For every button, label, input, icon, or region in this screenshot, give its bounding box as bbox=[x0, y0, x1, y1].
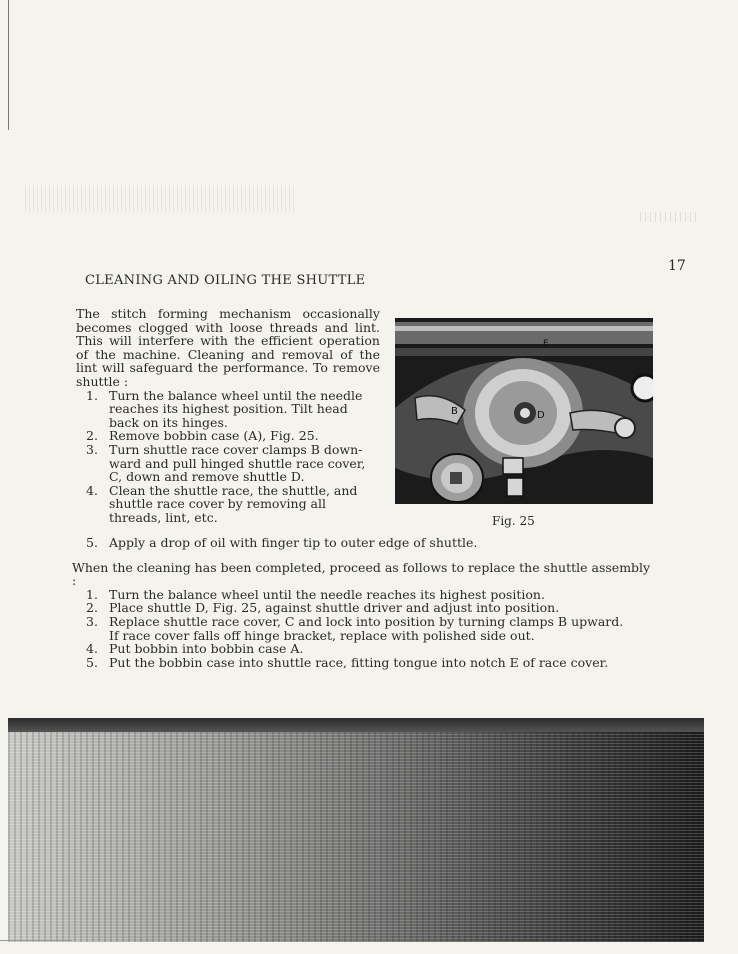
scan-bottom-line bbox=[0, 940, 72, 941]
replace-intro: When the cleaning has been completed, proceed as follows to replace the shuttle assembly : bbox=[72, 559, 651, 589]
fig-label-b: B bbox=[451, 406, 458, 417]
replace-note: If race cover falls off hinge bracket, replace with polished side out. bbox=[109, 627, 535, 643]
fig-label-d: D bbox=[537, 410, 545, 421]
replace-step: 3. Replace shuttle race cover, C and lock into position by turning clamps B upward. bbox=[86, 613, 624, 629]
removal-steps-continued bbox=[76, 536, 656, 550]
fig-label-e: E bbox=[543, 339, 549, 349]
scan-noise-top bbox=[8, 718, 704, 732]
replace-step: 1. Turn the balance wheel until the needle reaches its highest position. bbox=[86, 586, 545, 602]
removal-step: 4. Clean the shuttle race, the shuttle, and shuttle race cover by removing all threads, lint, etc. bbox=[86, 482, 358, 525]
scan-noise-block bbox=[8, 718, 704, 942]
replace-step: 5. Put the bobbin case into shuttle race, fitting tongue into notch E of race cover. bbox=[86, 654, 609, 670]
removal-step: 2. Remove bobbin case (A), Fig. 25. bbox=[86, 428, 319, 444]
replace-step: 4. Put bobbin into bobbin case A. bbox=[86, 641, 304, 657]
section-title: CLEANING AND OILING THE SHUTTLE bbox=[85, 273, 366, 288]
scan-speckle bbox=[25, 185, 295, 213]
scan-speckle-right bbox=[640, 212, 700, 222]
intro-paragraph: The stitch forming mechanism occasionally becomes clogged with loose threads and lint. This will interfere with the efficient operation of the machine. Cleaning and removal of the lint will safeguard the performance. To remove shuttle : bbox=[76, 306, 380, 389]
figure-caption: Fig. 25 bbox=[492, 514, 535, 528]
removal-steps bbox=[76, 389, 380, 525]
shuttle-mechanism-illustration bbox=[395, 318, 653, 504]
replace-step: 2. Place shuttle D, Fig. 25, against shuttle driver and adjust into position. bbox=[86, 600, 560, 616]
intro-column bbox=[76, 307, 380, 525]
replace-steps bbox=[76, 588, 656, 670]
removal-step: 5. Apply a drop of oil with finger tip to outer edge of shuttle. bbox=[86, 535, 478, 550]
full-width-text bbox=[72, 535, 656, 670]
page-number: 17 bbox=[668, 258, 686, 274]
shuttle-photo bbox=[395, 318, 653, 504]
removal-step: 1. Turn the balance wheel until the needle reaches its highest position. Tilt head back on its hinges. bbox=[86, 387, 363, 430]
removal-step: 3. Turn shuttle race cover clamps B down-ward and pull hinged shuttle race cover, C, down and remove shuttle D. bbox=[86, 441, 366, 485]
scan-edge-line bbox=[8, 0, 9, 130]
